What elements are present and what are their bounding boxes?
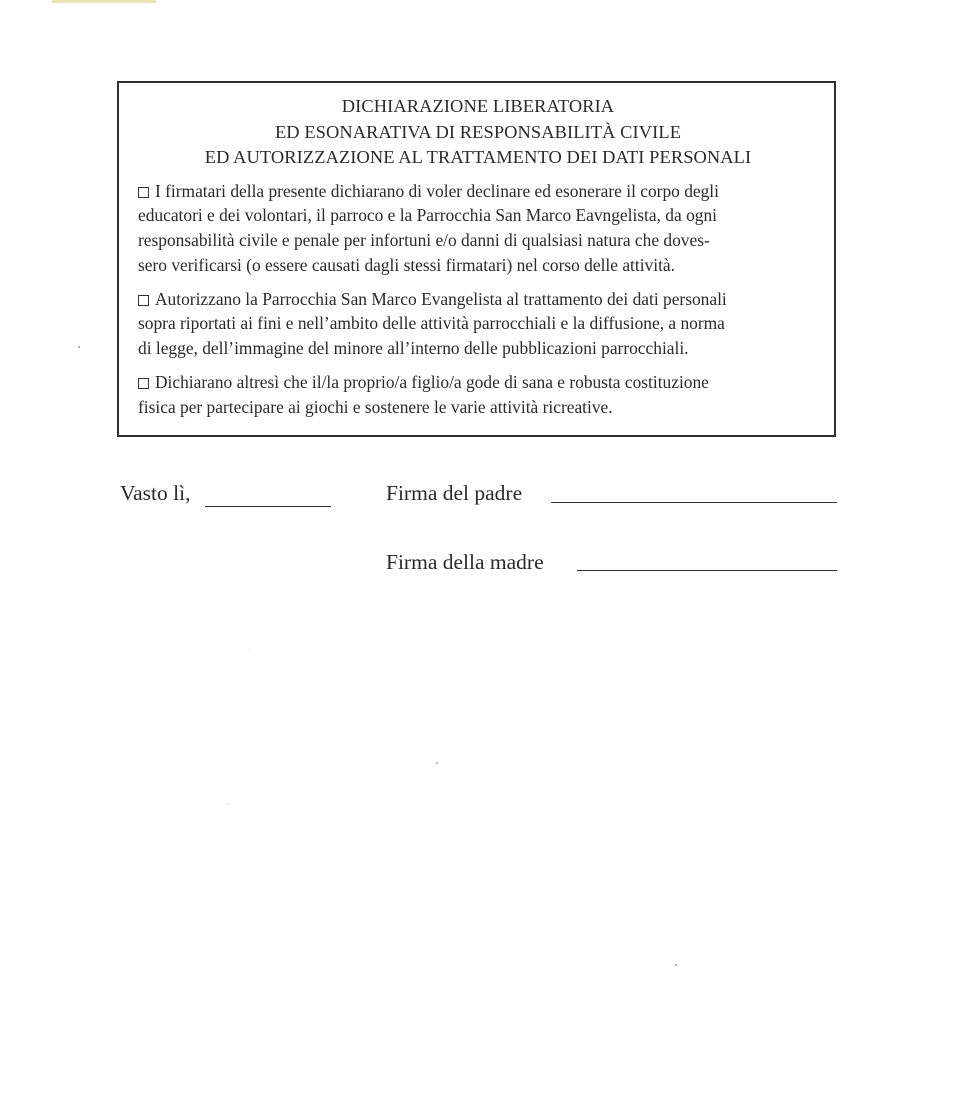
clause-text: I firmatari della presente dichiarano di voler declinare ed esonerare il corpo degli	[155, 180, 719, 201]
place-date-label: Vasto lì,	[120, 481, 191, 505]
scan-speck	[436, 762, 438, 764]
clause-line: sopra riportati ai fini e nell’ambito delle attività parrocchiali e la diffusione, a norma	[138, 313, 725, 334]
father-signature-label: Firma del padre	[386, 481, 523, 505]
father-signature-line[interactable]	[551, 502, 837, 503]
mother-signature-line[interactable]	[577, 570, 837, 571]
clause-text: Dichiarano altresì che il/la proprio/a figlio/a gode di sana e robusta costituzione	[155, 372, 709, 393]
clause-text: Autorizzano la Parrocchia San Marco Evangelista al trattamento dei dati personali	[155, 288, 727, 309]
clause-line: di legge, dell’immagine del minore all’interno delle pubblicazioni parrocchiali.	[138, 338, 689, 359]
scan-speck	[78, 346, 80, 348]
scan-speck	[675, 964, 677, 966]
scan-speck	[228, 804, 229, 805]
title-line: ED ESONARATIVA DI RESPONSABILITÀ CIVILE	[274, 121, 682, 142]
clause-line: fisica per partecipare ai giochi e sostenere le varie attività ricreative.	[138, 396, 613, 417]
clause-line: sero verificarsi (o essere causati dagli stessi firmatari) nel corso delle attività.	[138, 254, 675, 275]
scan-speck	[248, 650, 249, 651]
title-line: ED AUTORIZZAZIONE AL TRATTAMENTO DEI DATI PERSONALI	[204, 147, 752, 167]
clause-line: responsabilità civile e penale per infortuni e/o danni di qualsiasi natura che doves-	[138, 230, 710, 251]
clause-line: educatori e dei volontari, il parroco e la Parrocchia San Marco Eavngelista, da ogni	[138, 205, 717, 226]
mother-signature-label: Firma della madre	[386, 550, 544, 574]
title-line: DICHIARAZIONE LIBERATORIA	[341, 96, 615, 116]
date-field-line[interactable]	[205, 506, 331, 507]
